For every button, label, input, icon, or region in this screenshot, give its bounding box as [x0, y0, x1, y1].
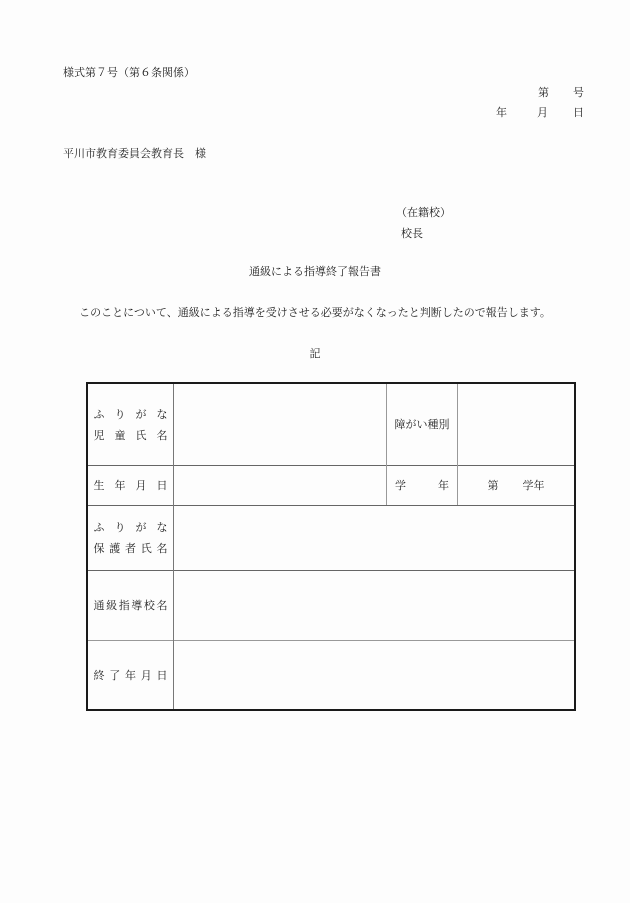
date-year-label: 年: [496, 106, 507, 119]
label-disability-type: 障がい種別: [394, 418, 450, 431]
label-birth-date: 生 年 月 日: [93, 479, 168, 492]
ki-label: 記: [309, 347, 321, 360]
label-end-date: 終 了 年 月 日: [93, 668, 168, 682]
sender-principal-label: 校長: [401, 227, 423, 240]
tsukyu-school-name-field[interactable]: [174, 571, 574, 640]
label-guardian-name: ふ り が な 保 護 者 氏 名: [93, 521, 168, 555]
report-table: [86, 382, 576, 711]
body-text: このことについて、通級による指導を受けさせる必要がなくなったと判断したので報告します。: [79, 306, 551, 319]
date-month-label: 月: [537, 106, 548, 119]
document-title: 通級による指導終了報告書: [249, 265, 381, 278]
form-number: 様式第７号（第６条関係）: [63, 66, 195, 79]
child-name-field[interactable]: [174, 384, 386, 465]
label-child-name: [88, 384, 173, 465]
date-day-label: 日: [573, 106, 584, 119]
end-date-field[interactable]: [174, 641, 574, 709]
guardian-name-field[interactable]: [174, 506, 574, 570]
doc-number-suffix: 号: [573, 86, 584, 99]
birth-date-field[interactable]: [174, 466, 386, 505]
disability-type-field[interactable]: [458, 384, 574, 465]
label-furigana: ふ り が な: [93, 407, 168, 421]
addressee: 平川市教育委員会教育長 様: [63, 147, 206, 160]
grade-field[interactable]: 第 学年: [487, 479, 545, 492]
label-tsukyu-school-name: 通 級 指 導 校 名: [93, 599, 168, 612]
sender-school-label: （在籍校）: [396, 206, 451, 219]
label-grade: 学 年: [395, 479, 449, 492]
doc-number-prefix: 第: [538, 86, 549, 99]
label-child-name-text: 児 童 氏 名: [93, 428, 168, 442]
